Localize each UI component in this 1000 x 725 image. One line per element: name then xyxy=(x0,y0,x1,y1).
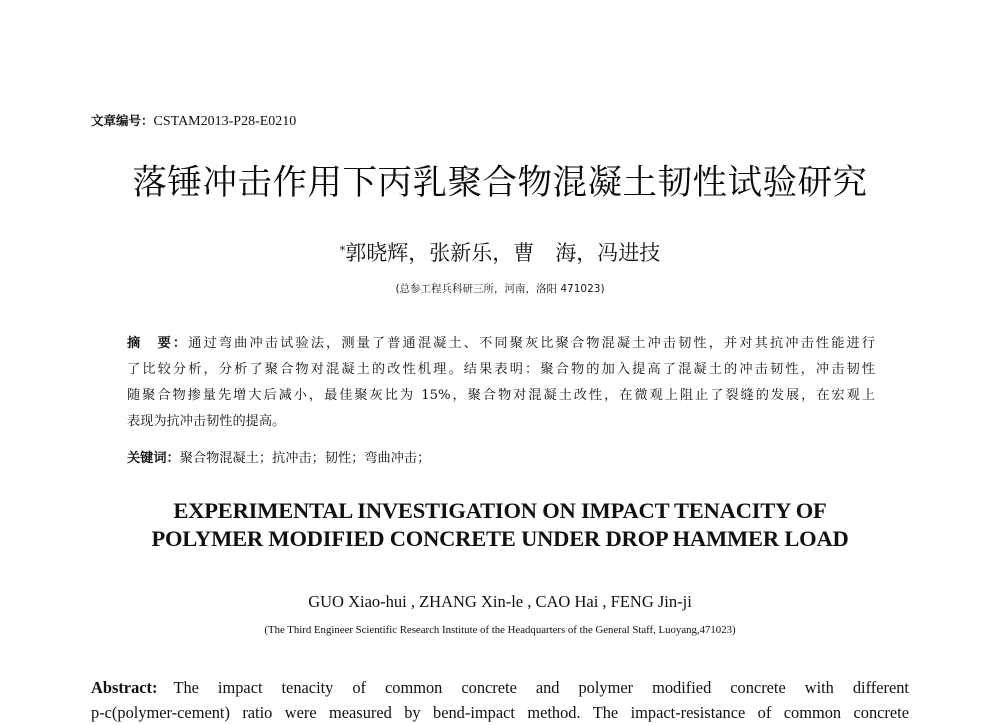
english-title-line: EXPERIMENTAL INVESTIGATION ON IMPACT TENACITY OF xyxy=(173,498,827,523)
english-title-line: POLYMER MODIFIED CONCRETE UNDER DROP HAMMER LOAD xyxy=(151,526,849,551)
chinese-abstract-line: 摘 要：通过弯曲冲击试验法，测量了普通混凝土、不同聚灰比聚合物混凝土冲击韧性，并对其抗冲击性能进行 xyxy=(127,336,875,351)
chinese-keywords-label: 关键词： xyxy=(127,451,180,466)
chinese-author-list: 郭晓辉，张新乐，曹 海，冯进技 xyxy=(345,241,661,265)
english-abstract-line: p-c(polymer-cement) ratio were measured by bend-impact method. The impact-resistance of common concrete xyxy=(91,703,909,722)
article-id-label: 文章编号： xyxy=(91,113,154,128)
article-id xyxy=(91,112,296,131)
chinese-abstract xyxy=(127,331,875,435)
article-id-value: CSTAM2013-P28-E0210 xyxy=(153,114,297,129)
english-abstract-line: Abstract: The impact tenacity of common concrete and polymer modified concrete with different xyxy=(91,678,909,697)
chinese-affiliation: (总参工程兵科研三所，河南，洛阳 471023) xyxy=(395,283,605,295)
chinese-abstract-line: 表现为抗冲击韧性的提高。 xyxy=(127,414,286,429)
english-abstract xyxy=(91,675,909,725)
chinese-title: 落锤冲击作用下丙乳聚合物混凝土韧性试验研究 xyxy=(132,163,868,203)
chinese-abstract-line: 了比较分析，分析了聚合物对混凝土的改性机理。结果表明：聚合物的加入提高了混凝土的冲击韧性，冲击韧性 xyxy=(127,362,875,377)
chinese-keywords-value: 聚合物混凝土；抗冲击；韧性；弯曲冲击； xyxy=(179,451,431,466)
english-affiliation: (The Third Engineer Scientific Research Institute of the Headquarters of the General Staff, Luoyang,471023) xyxy=(264,624,736,636)
chinese-abstract-line: 随聚合物掺量先增大后减小，最佳聚灰比为 15%，聚合物对混凝土改性，在微观上阻止了裂缝的发展，在宏观上 xyxy=(127,388,875,403)
chinese-keywords xyxy=(127,449,430,469)
corresponding-author-marker: * xyxy=(339,244,346,257)
english-abstract-label: Abstract: xyxy=(91,678,158,697)
chinese-abstract-label: 摘 要： xyxy=(127,336,189,351)
english-title xyxy=(0,497,1000,553)
english-authors: GUO Xiao-hui , ZHANG Xin-le , CAO Hai , FENG Jin-ji xyxy=(308,592,692,611)
chinese-authors xyxy=(0,238,1000,268)
